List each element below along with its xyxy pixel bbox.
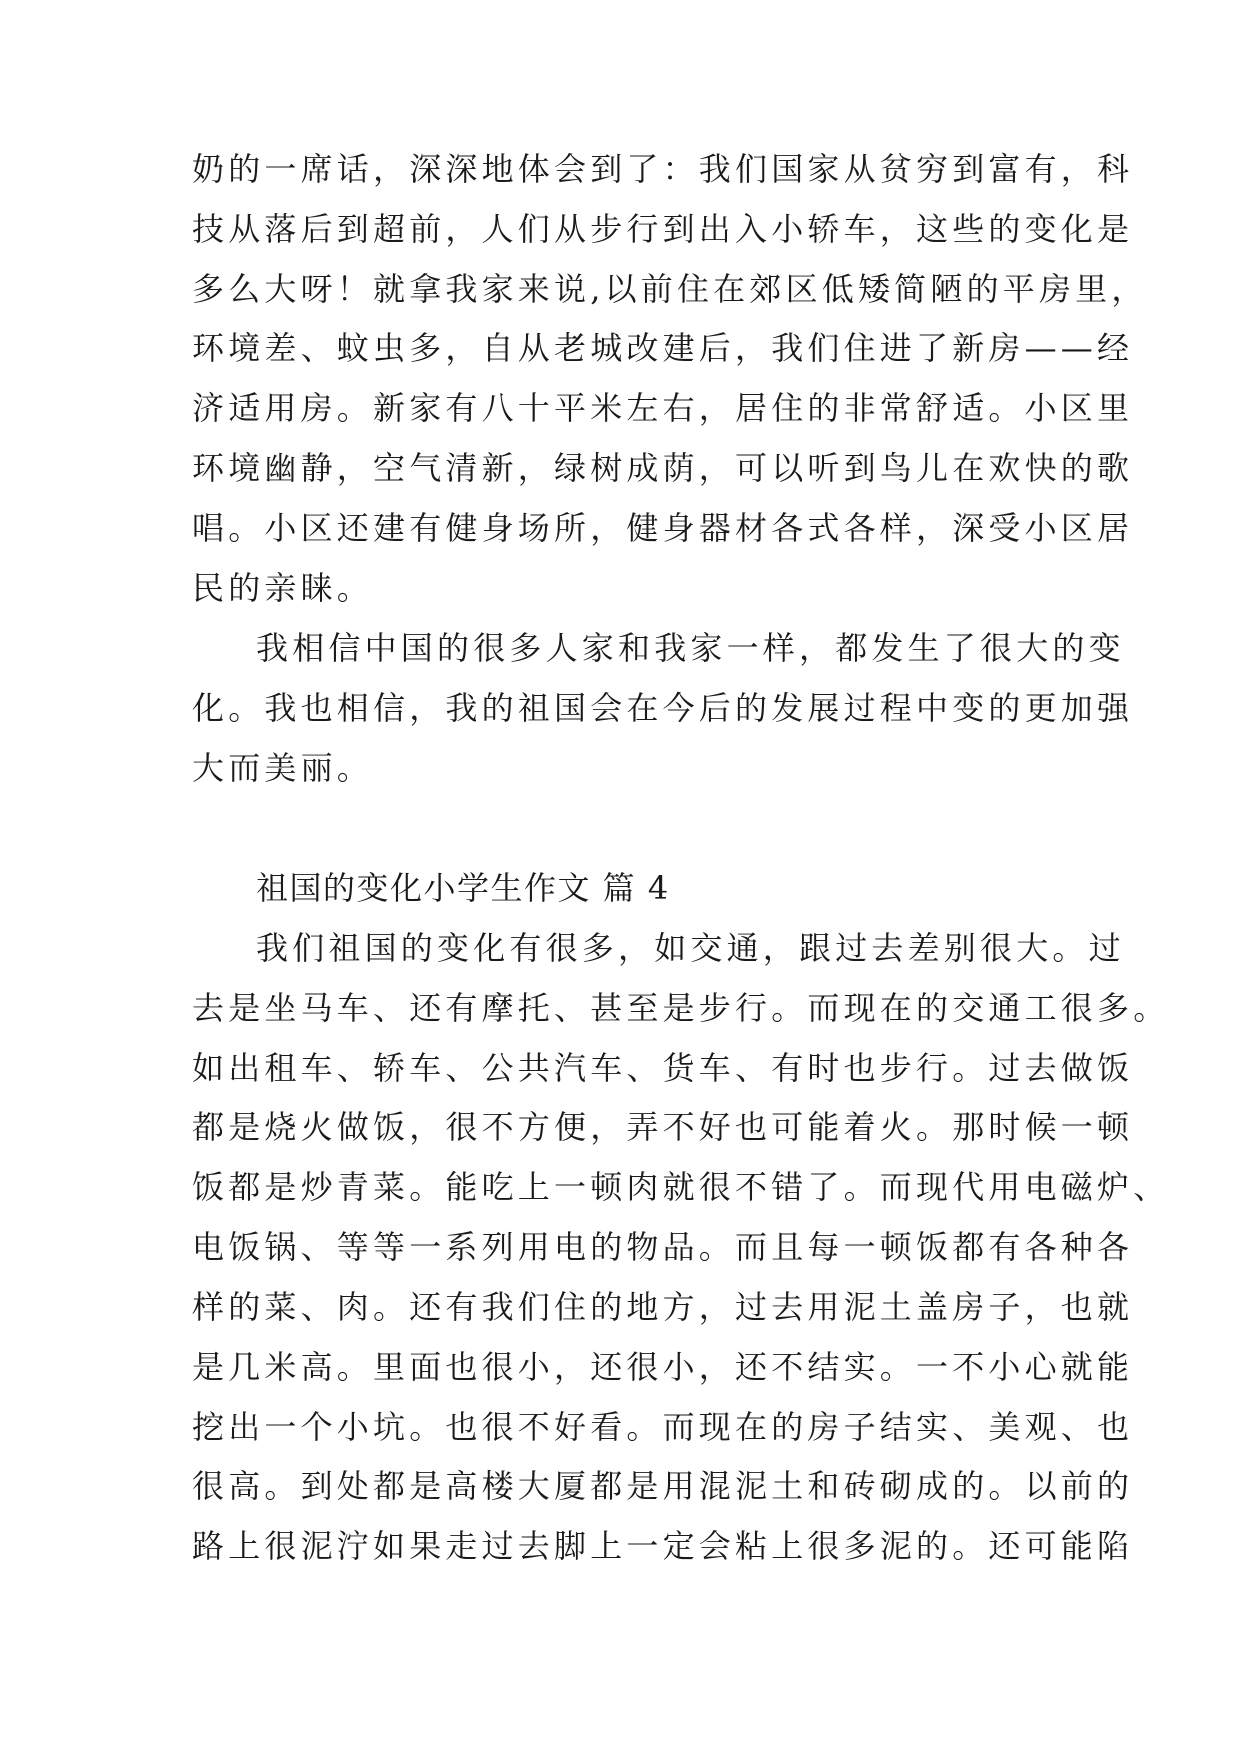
text-line: 技从落后到超前，人们从步行到出入小轿车，这些的变化是 — [192, 210, 1134, 248]
text-line: 如出租车、轿车、公共汽车、货车、有时也步行。过去做饭 — [192, 1049, 1134, 1087]
text-line: 我们祖国的变化有很多，如交通，跟过去差别很大。过 — [256, 929, 1125, 967]
text-line: 多么大呀！就拿我家来说,以前住在郊区低矮简陋的平房里， — [192, 270, 1148, 308]
text-line: 去是坐马车、还有摩托、甚至是步行。而现在的交通工很多。 — [192, 989, 1170, 1027]
text-line: 民的亲睐。 — [192, 569, 374, 607]
text-line: 大而美丽。 — [192, 749, 374, 787]
text-line: 挖出一个小坑。也很不好看。而现在的房子结实、美观、也 — [192, 1408, 1134, 1446]
text-line: 电饭锅、等等一系列用电的物品。而且每一顿饭都有各种各 — [192, 1228, 1134, 1266]
text-line: 我相信中国的很多人家和我家一样，都发生了很大的变 — [256, 629, 1125, 667]
section-title: 祖国的变化小学生作文 篇 4 — [256, 869, 670, 907]
text-line: 环境幽静，空气清新，绿树成荫，可以听到鸟儿在欢快的歌 — [192, 449, 1134, 487]
text-line: 都是烧火做饭，很不方便，弄不好也可能着火。那时候一顿 — [192, 1108, 1134, 1146]
text-line: 路上很泥泞如果走过去脚上一定会粘上很多泥的。还可能陷 — [192, 1527, 1134, 1565]
text-line: 饭都是炒青菜。能吃上一顿肉就很不错了。而现代用电磁炉、 — [192, 1168, 1170, 1206]
text-line: 很高。到处都是高楼大厦都是用混泥土和砖砌成的。以前的 — [192, 1467, 1134, 1505]
text-line: 济适用房。新家有八十平米左右，居住的非常舒适。小区里 — [192, 389, 1134, 427]
text-line: 样的菜、肉。还有我们住的地方，过去用泥土盖房子，也就 — [192, 1288, 1134, 1326]
text-line: 奶的一席话，深深地体会到了：我们国家从贫穷到富有，科 — [192, 150, 1134, 188]
text-line: 环境差、蚊虫多，自从老城改建后，我们住进了新房——经 — [192, 329, 1134, 367]
text-line: 化。我也相信，我的祖国会在今后的发展过程中变的更加强 — [192, 689, 1134, 727]
text-line: 是几米高。里面也很小，还很小，还不结实。一不小心就能 — [192, 1348, 1134, 1386]
text-line: 唱。小区还建有健身场所，健身器材各式各样，深受小区居 — [192, 509, 1134, 547]
